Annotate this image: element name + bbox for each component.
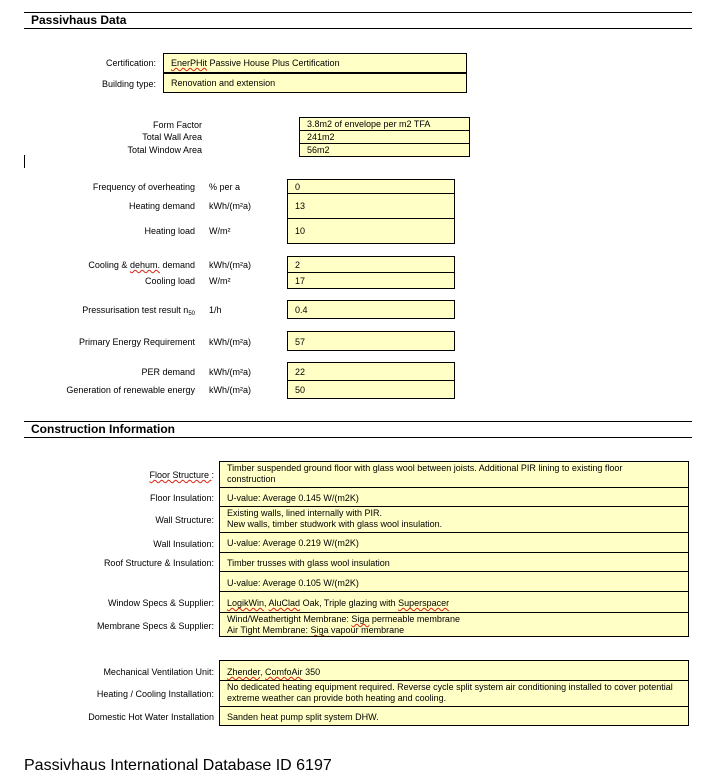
membrane-line2: Air Tight Membrane: Siga vapour membrane <box>227 625 405 635</box>
total-wall-area-value: 241m2 <box>299 130 470 144</box>
heating-demand-value: 13 <box>287 193 455 219</box>
certification-value <box>163 53 467 73</box>
cooling-demand-unit: kWh/(m²a) <box>209 260 251 270</box>
wall-insulation-value: U-value: Average 0.219 W/(m2K) <box>219 532 689 553</box>
heating-cooling-label: Heating / Cooling Installation: <box>96 689 214 699</box>
form-factor-value: 3.8m2 of envelope per m2 TFA <box>299 117 470 131</box>
window-logikwin: LogikWin <box>227 598 265 608</box>
dhw-value: Sanden heat pump split system DHW. <box>219 706 689 726</box>
total-window-area-value: 56m2 <box>299 143 470 157</box>
roof-structure-value: Timber trusses with glass wool insulation <box>219 552 689 572</box>
primary-energy-value: 57 <box>287 331 455 351</box>
cooling-demand-label-a: Cooling & <box>88 260 130 270</box>
mvhr-zhender: Zhender <box>227 667 261 677</box>
heating-cooling-value: No dedicated heating equipment required. Reverse cycle split system air conditioning installed to cover potential extreme weather can provide both heating and cooling. <box>219 680 689 707</box>
cooling-demand-value: 2 <box>287 256 455 273</box>
floor-insulation-value: U-value: Average 0.145 W/(m2K) <box>219 487 689 507</box>
heating-demand-unit: kWh/(m²a) <box>209 201 251 211</box>
mvhr-label: Mechanical Ventilation Unit: <box>103 667 214 677</box>
per-demand-unit: kWh/(m²a) <box>209 367 251 377</box>
mvhr-value <box>219 660 689 681</box>
dhw-label: Domestic Hot Water Installation <box>88 712 214 722</box>
heating-load-label: Heating load <box>144 226 195 236</box>
primary-energy-label: Primary Energy Requirement <box>78 337 195 347</box>
primary-energy-unit: kWh/(m²a) <box>209 337 251 347</box>
wall-insulation-label: Wall Insulation: <box>153 539 214 549</box>
renewable-value: 50 <box>287 380 455 399</box>
floor-insulation-label: Floor Insulation: <box>149 493 214 503</box>
heading-rule <box>24 28 692 29</box>
heating-load-value: 10 <box>287 218 455 244</box>
cooling-load-label: Cooling load <box>144 276 195 286</box>
pressurisation-label-text: Pressurisation test result n <box>82 305 189 315</box>
window-value <box>219 591 689 613</box>
floor-structure-label-colon: : <box>211 470 214 480</box>
wall-structure-line1: Existing walls, lined internally with PIR. <box>227 508 383 518</box>
roof-insulation-value: U-value: Average 0.105 W/(m2K) <box>219 571 689 592</box>
window-label: Window Specs & Supplier: <box>107 598 214 608</box>
passivhaus-data-heading: Passivhaus Data <box>31 13 127 27</box>
cooling-demand-label-b: demand <box>159 260 195 270</box>
overheating-unit: % per a <box>209 182 241 192</box>
form-factor-label: Form Factor <box>152 120 202 130</box>
pressurisation-subscript: 50 <box>188 311 195 317</box>
heating-load-unit: W/m² <box>209 226 231 236</box>
wall-structure-line2: New walls, timber studwork with glass wool insulation. <box>227 519 443 529</box>
building-type-label: Building type: <box>101 79 156 89</box>
total-window-area-label: Total Window Area <box>127 145 202 155</box>
certification-enerphit: EnerPHit <box>171 58 208 68</box>
mvhr-comfoair: ComfoAir <box>265 667 303 677</box>
floor-structure-label-text: Floor Structure <box>149 470 212 480</box>
window-sep: , <box>264 598 269 608</box>
roof-label: Roof Structure & Insulation: <box>103 558 214 568</box>
construction-heading-rule <box>24 437 692 438</box>
pressurisation-label <box>82 305 195 317</box>
floor-structure-value: Timber suspended ground floor with glass wool between joists. Additional PIR lining to existing floor construction <box>219 461 689 488</box>
wall-structure-label: Wall Structure: <box>155 515 214 525</box>
per-demand-value: 22 <box>287 362 455 381</box>
mvhr-model: 350 <box>302 667 321 677</box>
certification-label: Certification: <box>105 58 156 68</box>
pressurisation-unit: 1/h <box>209 305 222 315</box>
renewable-unit: kWh/(m²a) <box>209 385 251 395</box>
cooling-load-value: 17 <box>287 272 455 289</box>
membrane-line1: Wind/Weathertight Membrane: Siga permeable membrane <box>227 614 460 624</box>
membrane-value <box>219 612 689 637</box>
window-superspacer: Superspacer <box>398 598 450 608</box>
building-type-value: Renovation and extension <box>163 73 467 93</box>
membrane-label: Membrane Specs & Supplier: <box>96 621 214 631</box>
certification-rest: Passive House Plus Certification <box>207 58 340 68</box>
wall-structure-value <box>219 506 689 533</box>
cooling-demand-label-dehum: dehum. <box>129 260 160 270</box>
renewable-label: Generation of renewable energy <box>66 385 195 395</box>
window-aluclad: AluClad <box>268 598 301 608</box>
cooling-load-unit: W/m² <box>209 276 231 286</box>
text-cursor <box>24 155 25 168</box>
overheating-label: Frequency of overheating <box>92 182 195 192</box>
window-mid: Oak, Triple glazing with <box>300 598 399 608</box>
total-wall-area-label: Total Wall Area <box>142 132 202 142</box>
construction-heading: Construction Information <box>31 422 175 436</box>
overheating-value: 0 <box>287 179 455 194</box>
cooling-demand-label <box>88 260 195 270</box>
floor-structure-label <box>149 470 214 480</box>
pressurisation-value: 0.4 <box>287 300 455 319</box>
per-demand-label: PER demand <box>141 367 195 377</box>
database-id-footer: Passivhaus International Database ID 6197 <box>24 757 332 774</box>
heating-demand-label: Heating demand <box>128 201 195 211</box>
mvhr-sep: , <box>260 667 266 677</box>
